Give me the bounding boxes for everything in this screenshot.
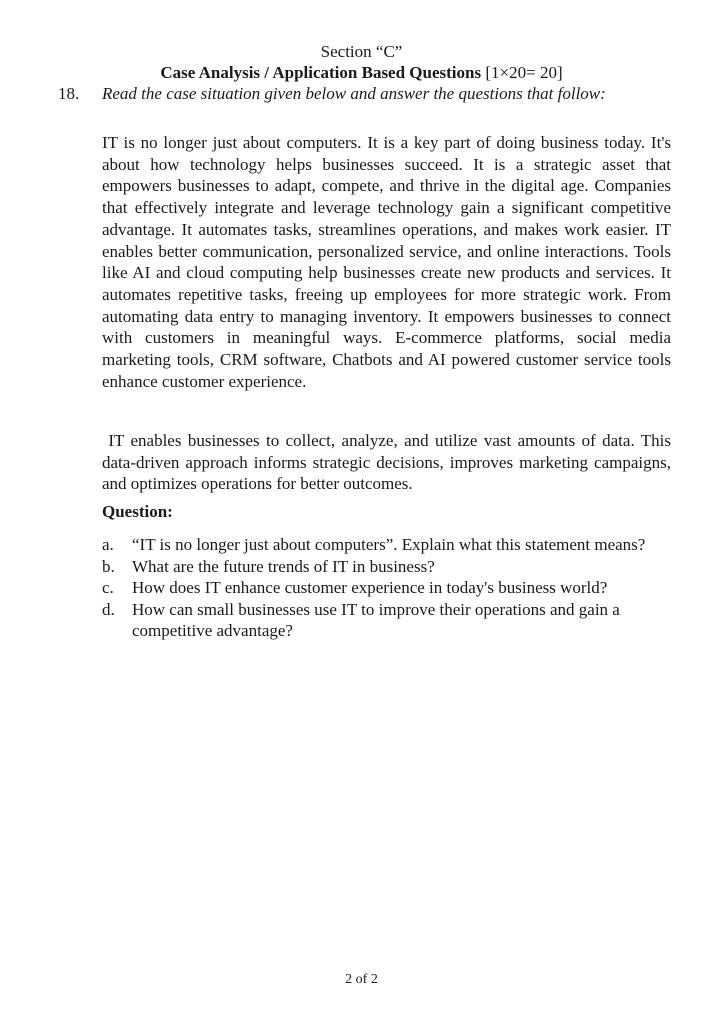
sub-question-text: How can small businesses use IT to improve their operations and gain a competitive advantage? — [132, 599, 620, 640]
case-paragraph-1: IT is no longer just about computers. It is a key part of doing business today. It's about how technology helps businesses succeed. It is a strategic asset that empowers businesses to adapt, compete, and thrive in the digital age. Companies that effectively integrate and leverage technology gain a significant competitive advantage. It automates tasks, streamlines operations, and makes work easier. IT enables better communication, personalized service, and online interactions. Tools like AI and cloud computing help businesses create new products and services. It automates repetitive tasks, freeing up employees for more strategic work. From automating data entry to managing inventory. It empowers businesses to connect with customers in meaningful ways. E-commerce platforms, social media marketing tools, CRM software, Chatbots and AI powered customer service tools enhance customer experience. — [102, 133, 671, 391]
case-title-text: Case Analysis / Application Based Questions — [160, 63, 482, 82]
sub-question-list — [102, 534, 672, 642]
question-heading: Question: — [102, 502, 173, 521]
sub-question-letter: c. — [102, 578, 114, 597]
sub-question-letter: d. — [102, 599, 115, 619]
case-title — [0, 63, 723, 83]
sub-question-d — [102, 599, 672, 642]
question-instruction: Read the case situation given below and answer the questions that follow: — [102, 84, 606, 103]
sub-question-letter: a. — [102, 535, 114, 554]
page-number: 2 of 2 — [345, 972, 378, 987]
question-number: 18. — [58, 84, 80, 103]
sub-question-letter: b. — [102, 556, 115, 576]
marks-allocation: [1×20= 20] — [481, 63, 563, 82]
sub-question-c — [102, 577, 672, 599]
sub-question-a — [102, 534, 672, 556]
case-paragraph-2: IT enables businesses to collect, analyze, and utilize vast amounts of data. This data-driven approach informs strategic decisions, improves marketing campaigns, and optimizes operations for better outcomes. — [102, 431, 671, 494]
sub-question-text: How does IT enhance customer experience in today's business world? — [132, 578, 608, 597]
sub-question-text: What are the future trends of IT in business? — [132, 556, 435, 576]
sub-question-text: “IT is no longer just about computers”. Explain what this statement means? — [132, 535, 646, 554]
section-title: Section “C” — [320, 42, 403, 61]
sub-question-b — [102, 556, 672, 578]
